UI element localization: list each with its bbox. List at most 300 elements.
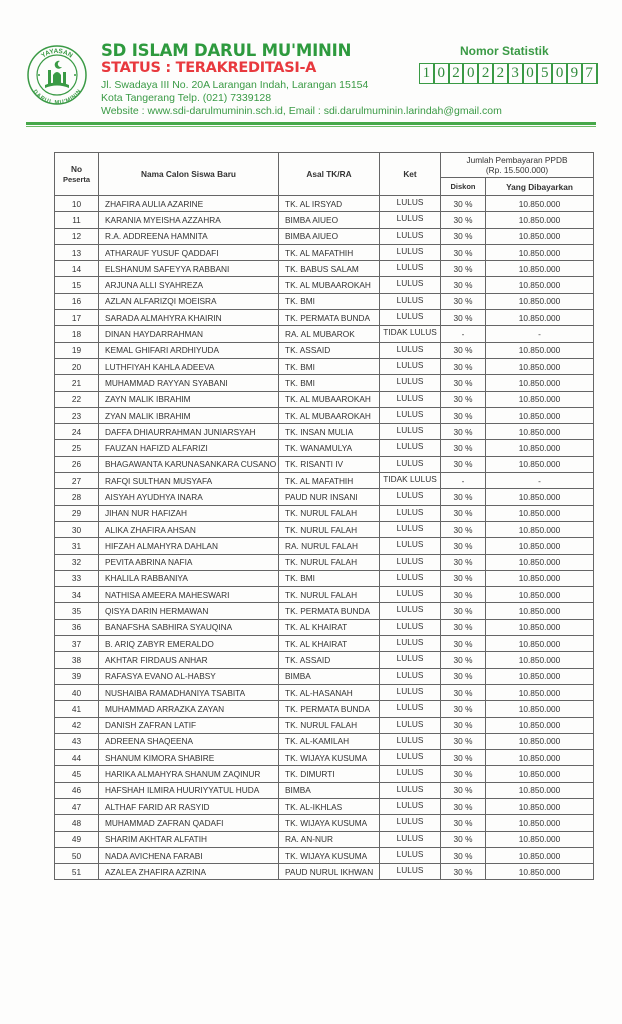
cell-asal: TK. AL-HASANAH	[279, 684, 380, 700]
cell-ket: LULUS	[380, 440, 441, 456]
cell-diskon: 30 %	[441, 733, 486, 749]
table-row	[55, 407, 594, 423]
svg-text:DARUL MU'MININ	[31, 89, 82, 105]
cell-bayar: 10.850.000	[486, 603, 594, 619]
cell-asal: TK. ASSAID	[279, 652, 380, 668]
cell-bayar: 10.850.000	[486, 684, 594, 700]
cell-ket: LULUS	[380, 847, 441, 863]
cell-no: 34	[55, 587, 99, 603]
cell-diskon: 30 %	[441, 391, 486, 407]
header-jumlah-line2: (Rp. 15.500.000)	[485, 165, 549, 175]
table-row	[55, 815, 594, 831]
cell-ket: LULUS	[380, 619, 441, 635]
cell-no: 48	[55, 815, 99, 831]
cell-diskon: 30 %	[441, 228, 486, 244]
cell-asal: TK. AL KHAIRAT	[279, 636, 380, 652]
cell-asal: TK. AL MAFATHIH	[279, 473, 380, 489]
cell-ket: LULUS	[380, 570, 441, 586]
cell-name: PEVITA ABRINA NAFIA	[99, 554, 279, 570]
cell-no: 27	[55, 473, 99, 489]
cell-asal: TK. BMI	[279, 358, 380, 374]
cell-diskon: 30 %	[441, 277, 486, 293]
cell-diskon: 30 %	[441, 847, 486, 863]
cell-bayar: 10.850.000	[486, 652, 594, 668]
cell-ket: LULUS	[380, 391, 441, 407]
table-row	[55, 798, 594, 814]
cell-asal: RA. NURUL FALAH	[279, 538, 380, 554]
cell-no: 29	[55, 505, 99, 521]
cell-ket: LULUS	[380, 815, 441, 831]
cell-asal: TK. RISANTI IV	[279, 456, 380, 472]
cell-bayar: 10.850.000	[486, 310, 594, 326]
table-row	[55, 668, 594, 684]
cell-ket: LULUS	[380, 864, 441, 880]
cell-ket: LULUS	[380, 277, 441, 293]
nomor-digit: 1	[420, 64, 434, 83]
ppdb-results-table	[54, 152, 594, 880]
cell-diskon: 30 %	[441, 261, 486, 277]
cell-ket: LULUS	[380, 766, 441, 782]
cell-no: 42	[55, 717, 99, 733]
cell-no: 32	[55, 554, 99, 570]
header-diskon: Diskon	[441, 178, 486, 196]
cell-asal: TK. DIMURTI	[279, 766, 380, 782]
cell-ket: LULUS	[380, 212, 441, 228]
cell-name: DINAN HAYDARRAHMAN	[99, 326, 279, 342]
cell-bayar: 10.850.000	[486, 456, 594, 472]
cell-name: HAFSHAH ILMIRA HUURIYYATUL HUDA	[99, 782, 279, 798]
cell-ket: LULUS	[380, 244, 441, 260]
cell-diskon: 30 %	[441, 815, 486, 831]
table-row	[55, 554, 594, 570]
table-row	[55, 310, 594, 326]
cell-ket: LULUS	[380, 489, 441, 505]
cell-bayar: 10.850.000	[486, 261, 594, 277]
cell-diskon: 30 %	[441, 701, 486, 717]
cell-asal: TK. WIJAYA KUSUMA	[279, 750, 380, 766]
cell-name: DAFFA DHIAURRAHMAN JUNIARSYAH	[99, 424, 279, 440]
cell-bayar: 10.850.000	[486, 440, 594, 456]
header-yang-dibayarkan: Yang Dibayarkan	[486, 178, 594, 196]
cell-ket: LULUS	[380, 310, 441, 326]
nomor-digit: 0	[464, 64, 478, 83]
cell-asal: TK. ASSAID	[279, 342, 380, 358]
cell-asal: BIMBA AIUEO	[279, 228, 380, 244]
cell-no: 35	[55, 603, 99, 619]
cell-bayar: 10.850.000	[486, 831, 594, 847]
cell-no: 19	[55, 342, 99, 358]
cell-diskon: 30 %	[441, 684, 486, 700]
cell-no: 49	[55, 831, 99, 847]
cell-no: 47	[55, 798, 99, 814]
address-line-1: Jl. Swadaya III No. 20A Larangan Indah, Larangan 15154	[101, 79, 369, 91]
table-row	[55, 603, 594, 619]
header-nama: Nama Calon Siswa Baru	[99, 153, 279, 196]
table-row	[55, 228, 594, 244]
table-row	[55, 261, 594, 277]
cell-ket: TIDAK LULUS	[380, 326, 441, 342]
cell-diskon: 30 %	[441, 636, 486, 652]
cell-bayar: -	[486, 473, 594, 489]
cell-bayar: 10.850.000	[486, 766, 594, 782]
nomor-statistik-label: Nomor Statistik	[460, 44, 549, 58]
cell-name: DANISH ZAFRAN LATIF	[99, 717, 279, 733]
cell-asal: TK. BMI	[279, 293, 380, 309]
cell-asal: TK. BMI	[279, 375, 380, 391]
cell-no: 44	[55, 750, 99, 766]
cell-name: ALTHAF FARID AR RASYID	[99, 798, 279, 814]
cell-diskon: 30 %	[441, 505, 486, 521]
cell-ket: LULUS	[380, 554, 441, 570]
cell-diskon: 30 %	[441, 440, 486, 456]
school-logo	[27, 45, 87, 105]
nomor-digit: 0	[553, 64, 567, 83]
cell-no: 16	[55, 293, 99, 309]
cell-ket: LULUS	[380, 407, 441, 423]
cell-asal: TK. PERMATA BUNDA	[279, 603, 380, 619]
cell-name: LUTHFIYAH KAHLA ADEEVA	[99, 358, 279, 374]
cell-no: 10	[55, 196, 99, 212]
cell-ket: LULUS	[380, 750, 441, 766]
table-row	[55, 521, 594, 537]
cell-asal: BIMBA AIUEO	[279, 212, 380, 228]
cell-name: B. ARIQ ZABYR EMERALDO	[99, 636, 279, 652]
table-row	[55, 750, 594, 766]
header-asal: Asal TK/RA	[279, 153, 380, 196]
cell-bayar: 10.850.000	[486, 277, 594, 293]
cell-no: 30	[55, 521, 99, 537]
table-row	[55, 717, 594, 733]
cell-name: JIHAN NUR HAFIZAH	[99, 505, 279, 521]
nomor-digit: 0	[435, 64, 449, 83]
cell-ket: LULUS	[380, 196, 441, 212]
nomor-digit: 3	[509, 64, 523, 83]
cell-bayar: 10.850.000	[486, 505, 594, 521]
table-row	[55, 244, 594, 260]
cell-bayar: 10.850.000	[486, 196, 594, 212]
cell-ket: LULUS	[380, 375, 441, 391]
nomor-statistik-digits	[419, 63, 598, 84]
cell-no: 37	[55, 636, 99, 652]
cell-bayar: 10.850.000	[486, 293, 594, 309]
cell-no: 23	[55, 407, 99, 423]
cell-no: 50	[55, 847, 99, 863]
cell-asal: TK. INSAN MULIA	[279, 424, 380, 440]
table-row	[55, 538, 594, 554]
cell-name: MUHAMMAD ARRAZKA ZAYAN	[99, 701, 279, 717]
cell-asal: TK. BABUS SALAM	[279, 261, 380, 277]
cell-ket: LULUS	[380, 701, 441, 717]
cell-bayar: 10.850.000	[486, 407, 594, 423]
cell-no: 39	[55, 668, 99, 684]
cell-asal: PAUD NURUL IKHWAN	[279, 864, 380, 880]
cell-name: ALIKA ZHAFIRA AHSAN	[99, 521, 279, 537]
address-line-3: Website : www.sdi-darulmuminin.sch.id, Email : sdi.darulmuminin.larindah@gmail.com	[101, 105, 502, 117]
cell-name: FAUZAN HAFIZD ALFARIZI	[99, 440, 279, 456]
cell-bayar: 10.850.000	[486, 847, 594, 863]
cell-ket: LULUS	[380, 456, 441, 472]
cell-no: 33	[55, 570, 99, 586]
table-row	[55, 326, 594, 342]
cell-name: KEMAL GHIFARI ARDHIYUDA	[99, 342, 279, 358]
cell-diskon: 30 %	[441, 489, 486, 505]
cell-name: NUSHAIBA RAMADHANIYA TSABITA	[99, 684, 279, 700]
cell-name: AKHTAR FIRDAUS ANHAR	[99, 652, 279, 668]
cell-bayar: 10.850.000	[486, 375, 594, 391]
cell-name: ZYAN MALIK IBRAHIM	[99, 407, 279, 423]
nomor-digit: 2	[450, 64, 464, 83]
cell-diskon: 30 %	[441, 456, 486, 472]
cell-no: 31	[55, 538, 99, 554]
cell-ket: LULUS	[380, 358, 441, 374]
cell-diskon: 30 %	[441, 798, 486, 814]
cell-asal: TK. NURUL FALAH	[279, 554, 380, 570]
cell-diskon: 30 %	[441, 424, 486, 440]
table-row	[55, 440, 594, 456]
cell-asal: BIMBA	[279, 782, 380, 798]
cell-no: 38	[55, 652, 99, 668]
cell-asal: TK. NURUL FALAH	[279, 505, 380, 521]
mosque-book-logo-icon	[27, 45, 87, 105]
cell-name: MUHAMMAD ZAFRAN QADAFI	[99, 815, 279, 831]
cell-diskon: 30 %	[441, 750, 486, 766]
cell-name: SHANUM KIMORA SHABIRE	[99, 750, 279, 766]
table-row	[55, 619, 594, 635]
cell-ket: LULUS	[380, 603, 441, 619]
cell-no: 28	[55, 489, 99, 505]
cell-name: AZLAN ALFARIZQI MOEISRA	[99, 293, 279, 309]
cell-diskon: 30 %	[441, 407, 486, 423]
cell-name: AZALEA ZHAFIRA AZRINA	[99, 864, 279, 880]
cell-name: ELSHANUM SAFEYYA RABBANI	[99, 261, 279, 277]
cell-ket: LULUS	[380, 293, 441, 309]
cell-diskon: 30 %	[441, 538, 486, 554]
cell-bayar: 10.850.000	[486, 587, 594, 603]
cell-name: HIFZAH ALMAHYRA DAHLAN	[99, 538, 279, 554]
cell-diskon: -	[441, 473, 486, 489]
cell-no: 24	[55, 424, 99, 440]
nomor-digit: 9	[568, 64, 582, 83]
cell-asal: TK. NURUL FALAH	[279, 521, 380, 537]
cell-no: 41	[55, 701, 99, 717]
cell-name: QISYA DARIN HERMAWAN	[99, 603, 279, 619]
cell-bayar: 10.850.000	[486, 750, 594, 766]
nomor-digit: 7	[583, 64, 597, 83]
header-divider-thin	[26, 126, 596, 127]
cell-bayar: 10.850.000	[486, 619, 594, 635]
cell-name: MUHAMMAD RAYYAN SYABANI	[99, 375, 279, 391]
cell-bayar: 10.850.000	[486, 636, 594, 652]
cell-asal: TK. NURUL FALAH	[279, 587, 380, 603]
cell-bayar: 10.850.000	[486, 733, 594, 749]
cell-no: 12	[55, 228, 99, 244]
cell-bayar: 10.850.000	[486, 489, 594, 505]
header-no-peserta	[55, 153, 99, 196]
cell-bayar: 10.850.000	[486, 228, 594, 244]
table-row	[55, 196, 594, 212]
cell-name: R.A. ADDREENA HAMNITA	[99, 228, 279, 244]
cell-bayar: 10.850.000	[486, 701, 594, 717]
cell-diskon: 30 %	[441, 782, 486, 798]
cell-ket: TIDAK LULUS	[380, 473, 441, 489]
table-row	[55, 652, 594, 668]
cell-diskon: 30 %	[441, 619, 486, 635]
cell-ket: LULUS	[380, 228, 441, 244]
cell-bayar: 10.850.000	[486, 668, 594, 684]
cell-bayar: 10.850.000	[486, 864, 594, 880]
cell-diskon: 30 %	[441, 244, 486, 260]
cell-bayar: 10.850.000	[486, 244, 594, 260]
cell-no: 17	[55, 310, 99, 326]
cell-bayar: 10.850.000	[486, 554, 594, 570]
cell-ket: LULUS	[380, 587, 441, 603]
cell-asal: RA. AL MUBAROK	[279, 326, 380, 342]
cell-bayar: 10.850.000	[486, 782, 594, 798]
cell-ket: LULUS	[380, 424, 441, 440]
cell-bayar: 10.850.000	[486, 212, 594, 228]
cell-name: ZAYN MALIK IBRAHIM	[99, 391, 279, 407]
cell-name: ARJUNA ALLI SYAHREZA	[99, 277, 279, 293]
cell-no: 36	[55, 619, 99, 635]
cell-no: 15	[55, 277, 99, 293]
cell-diskon: 30 %	[441, 668, 486, 684]
accreditation-status: STATUS : TERAKREDITASI-A	[101, 60, 317, 76]
cell-no: 14	[55, 261, 99, 277]
cell-diskon: 30 %	[441, 831, 486, 847]
cell-asal: RA. AN-NUR	[279, 831, 380, 847]
table-row	[55, 358, 594, 374]
cell-no: 46	[55, 782, 99, 798]
cell-bayar: -	[486, 326, 594, 342]
school-name: SD ISLAM DARUL MU'MININ	[101, 41, 352, 60]
cell-no: 21	[55, 375, 99, 391]
cell-name: ATHARAUF YUSUF QADDAFI	[99, 244, 279, 260]
cell-diskon: 30 %	[441, 293, 486, 309]
cell-ket: LULUS	[380, 538, 441, 554]
cell-name: NATHISA AMEERA MAHESWARI	[99, 587, 279, 603]
cell-asal: PAUD NUR INSANI	[279, 489, 380, 505]
cell-bayar: 10.850.000	[486, 815, 594, 831]
cell-ket: LULUS	[380, 636, 441, 652]
header-peserta: Peserta	[62, 175, 91, 184]
cell-bayar: 10.850.000	[486, 798, 594, 814]
cell-bayar: 10.850.000	[486, 717, 594, 733]
table-row	[55, 375, 594, 391]
logo-bottom-text: DARUL MU'MININ	[31, 88, 83, 105]
cell-name: RAFQI SULTHAN MUSYAFA	[99, 473, 279, 489]
table-row	[55, 293, 594, 309]
cell-ket: LULUS	[380, 798, 441, 814]
cell-no: 22	[55, 391, 99, 407]
cell-diskon: -	[441, 326, 486, 342]
cell-diskon: 30 %	[441, 766, 486, 782]
cell-bayar: 10.850.000	[486, 358, 594, 374]
cell-asal: TK. WIJAYA KUSUMA	[279, 815, 380, 831]
table-row	[55, 831, 594, 847]
cell-name: HARIKA ALMAHYRA SHANUM ZAQINUR	[99, 766, 279, 782]
cell-bayar: 10.850.000	[486, 521, 594, 537]
cell-ket: LULUS	[380, 831, 441, 847]
cell-no: 18	[55, 326, 99, 342]
cell-diskon: 30 %	[441, 587, 486, 603]
table-row	[55, 766, 594, 782]
header-jumlah-line1: Jumlah Pembayaran PPDB	[466, 155, 568, 165]
cell-no: 40	[55, 684, 99, 700]
cell-asal: TK. AL MUBAAROKAH	[279, 277, 380, 293]
table-row	[55, 212, 594, 228]
cell-bayar: 10.850.000	[486, 342, 594, 358]
cell-ket: LULUS	[380, 717, 441, 733]
cell-name: RAFASYA EVANO AL-HABSY	[99, 668, 279, 684]
cell-no: 43	[55, 733, 99, 749]
cell-name: NADA AVICHENA FARABI	[99, 847, 279, 863]
table-row	[55, 684, 594, 700]
cell-diskon: 30 %	[441, 603, 486, 619]
cell-no: 20	[55, 358, 99, 374]
cell-asal: TK. AL-IKHLAS	[279, 798, 380, 814]
cell-asal: BIMBA	[279, 668, 380, 684]
cell-diskon: 30 %	[441, 358, 486, 374]
cell-asal: TK. AL KHAIRAT	[279, 619, 380, 635]
table-row	[55, 782, 594, 798]
table-row	[55, 424, 594, 440]
cell-ket: LULUS	[380, 668, 441, 684]
cell-asal: TK. AL MAFATHIH	[279, 244, 380, 260]
cell-diskon: 30 %	[441, 717, 486, 733]
nomor-digit: 5	[538, 64, 552, 83]
cell-diskon: 30 %	[441, 212, 486, 228]
cell-name: AISYAH AYUDHYA INARA	[99, 489, 279, 505]
table-row	[55, 505, 594, 521]
cell-name: SARADA ALMAHYRA KHAIRIN	[99, 310, 279, 326]
cell-asal: TK. PERMATA BUNDA	[279, 701, 380, 717]
nomor-digit: 0	[524, 64, 538, 83]
cell-asal: TK. AL-KAMILAH	[279, 733, 380, 749]
header-jumlah-pembayaran	[441, 153, 594, 178]
table-row	[55, 342, 594, 358]
cell-asal: TK. WANAMULYA	[279, 440, 380, 456]
cell-diskon: 30 %	[441, 196, 486, 212]
table-row	[55, 636, 594, 652]
cell-diskon: 30 %	[441, 521, 486, 537]
cell-ket: LULUS	[380, 652, 441, 668]
header-divider	[26, 122, 596, 125]
table-row	[55, 456, 594, 472]
table-row	[55, 701, 594, 717]
cell-diskon: 30 %	[441, 570, 486, 586]
cell-ket: LULUS	[380, 733, 441, 749]
cell-asal: TK. AL IRSYAD	[279, 196, 380, 212]
header-no: No	[70, 164, 83, 174]
cell-ket: LULUS	[380, 684, 441, 700]
table-row	[55, 733, 594, 749]
cell-diskon: 30 %	[441, 652, 486, 668]
cell-asal: TK. PERMATA BUNDA	[279, 310, 380, 326]
cell-name: BHAGAWANTA KARUNASANKARA CUSANO	[99, 456, 279, 472]
cell-diskon: 30 %	[441, 342, 486, 358]
cell-no: 13	[55, 244, 99, 260]
cell-diskon: 30 %	[441, 554, 486, 570]
cell-asal: TK. AL MUBAAROKAH	[279, 407, 380, 423]
cell-bayar: 10.850.000	[486, 570, 594, 586]
cell-diskon: 30 %	[441, 310, 486, 326]
cell-no: 45	[55, 766, 99, 782]
table-row	[55, 489, 594, 505]
cell-no: 51	[55, 864, 99, 880]
cell-diskon: 30 %	[441, 864, 486, 880]
nomor-digit: 2	[479, 64, 493, 83]
table-row	[55, 864, 594, 880]
